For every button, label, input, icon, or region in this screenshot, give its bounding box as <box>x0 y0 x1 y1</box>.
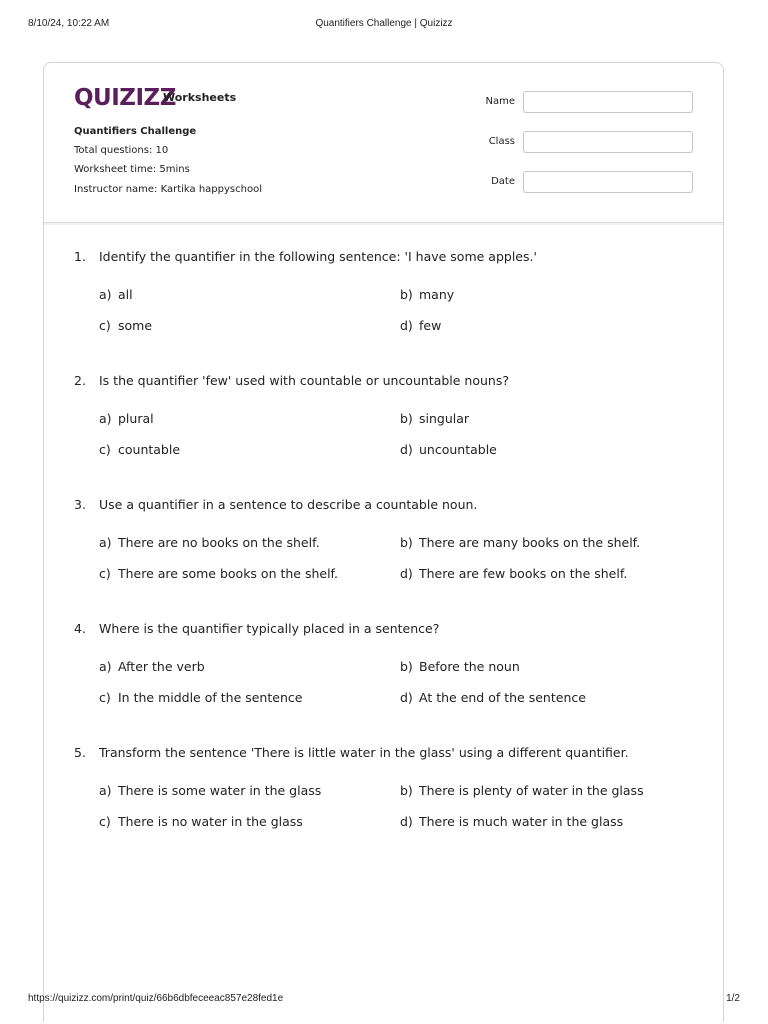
option-letter: b) <box>400 535 413 550</box>
option-letter: b) <box>400 287 413 302</box>
option-letter: c) <box>99 690 111 705</box>
option-text: plural <box>118 411 154 426</box>
option-a <box>99 287 133 302</box>
option-d <box>400 318 441 333</box>
quizizz-logo: QUIZIZZ <box>74 85 176 111</box>
option-letter: d) <box>400 318 413 333</box>
option-d <box>400 566 627 581</box>
option-letter: d) <box>400 690 413 705</box>
option-letter: c) <box>99 814 111 829</box>
option-b <box>400 535 640 550</box>
option-letter: b) <box>400 659 413 674</box>
option-text: Before the noun <box>419 659 520 674</box>
date-field[interactable] <box>523 171 693 193</box>
option-d <box>400 814 623 829</box>
option-letter: a) <box>99 659 112 674</box>
class-field[interactable] <box>523 131 693 153</box>
option-letter: a) <box>99 535 112 550</box>
question-number: 2. <box>74 373 86 388</box>
name-label: Name <box>485 96 515 107</box>
option-text: There is no water in the glass <box>118 814 303 829</box>
question-text: Is the quantifier 'few' used with countable or uncountable nouns? <box>99 373 509 388</box>
option-a <box>99 535 320 550</box>
print-datetime: 8/10/24, 10:22 AM <box>28 18 110 29</box>
question-number: 1. <box>74 249 86 264</box>
question-text: Transform the sentence 'There is little water in the glass' using a different quantifier. <box>99 745 629 760</box>
option-text: few <box>419 318 442 333</box>
option-c <box>99 318 152 333</box>
option-text: There are few books on the shelf. <box>419 566 628 581</box>
option-letter: d) <box>400 566 413 581</box>
worksheet-header <box>44 63 723 223</box>
print-page-title: Quantifiers Challenge | Quizizz <box>315 18 453 29</box>
class-label: Class <box>488 136 515 147</box>
option-b <box>400 287 454 302</box>
option-letter: d) <box>400 814 413 829</box>
option-letter: d) <box>400 442 413 457</box>
option-letter: c) <box>99 442 111 457</box>
option-letter: a) <box>99 411 112 426</box>
worksheet-time: Worksheet time: 5mins <box>74 164 190 175</box>
option-text: There is some water in the glass <box>118 783 322 798</box>
option-c <box>99 566 338 581</box>
option-text: uncountable <box>419 442 497 457</box>
option-b <box>400 411 469 426</box>
option-text: There are some books on the shelf. <box>118 566 339 581</box>
option-letter: c) <box>99 566 111 581</box>
option-c <box>99 814 303 829</box>
option-b <box>400 783 644 798</box>
question-number: 4. <box>74 621 86 636</box>
print-url: https://quizizz.com/print/quiz/66b6dbfeceeac857e28fed1e <box>28 993 284 1004</box>
option-text: After the verb <box>118 659 205 674</box>
question-text: Use a quantifier in a sentence to describe a countable noun. <box>99 497 478 512</box>
option-text: all <box>118 287 133 302</box>
option-letter: b) <box>400 411 413 426</box>
option-a <box>99 783 321 798</box>
option-text: There are many books on the shelf. <box>419 535 641 550</box>
option-d <box>400 690 586 705</box>
question-text: Where is the quantifier typically placed in a sentence? <box>99 621 440 636</box>
question-number: 5. <box>74 745 86 760</box>
worksheets-label: Worksheets <box>163 91 237 104</box>
option-text: At the end of the sentence <box>419 690 586 705</box>
option-d <box>400 442 497 457</box>
instructor-name: Instructor name: Kartika happyschool <box>74 184 262 195</box>
option-text: some <box>118 318 153 333</box>
option-a <box>99 411 154 426</box>
option-text: There is much water in the glass <box>419 814 624 829</box>
total-questions: Total questions: 10 <box>74 145 169 156</box>
option-letter: b) <box>400 783 413 798</box>
question-number: 3. <box>74 497 86 512</box>
print-header <box>28 18 740 34</box>
option-c <box>99 690 302 705</box>
header-divider <box>44 223 723 225</box>
option-letter: a) <box>99 783 112 798</box>
question-text: Identify the quantifier in the following sentence: 'I have some apples.' <box>99 249 537 264</box>
print-footer <box>28 993 740 1007</box>
option-c <box>99 442 180 457</box>
option-text: many <box>419 287 455 302</box>
option-text: countable <box>118 442 181 457</box>
option-b <box>400 659 520 674</box>
option-text: singular <box>419 411 470 426</box>
option-letter: a) <box>99 287 112 302</box>
option-a <box>99 659 205 674</box>
name-field[interactable] <box>523 91 693 113</box>
option-text: There are no books on the shelf. <box>118 535 320 550</box>
page-number: 1/2 <box>726 993 740 1004</box>
date-label: Date <box>491 176 515 187</box>
option-text: In the middle of the sentence <box>118 690 303 705</box>
option-text: There is plenty of water in the glass <box>419 783 644 798</box>
option-letter: c) <box>99 318 111 333</box>
worksheet-title: Quantifiers Challenge <box>74 126 197 137</box>
